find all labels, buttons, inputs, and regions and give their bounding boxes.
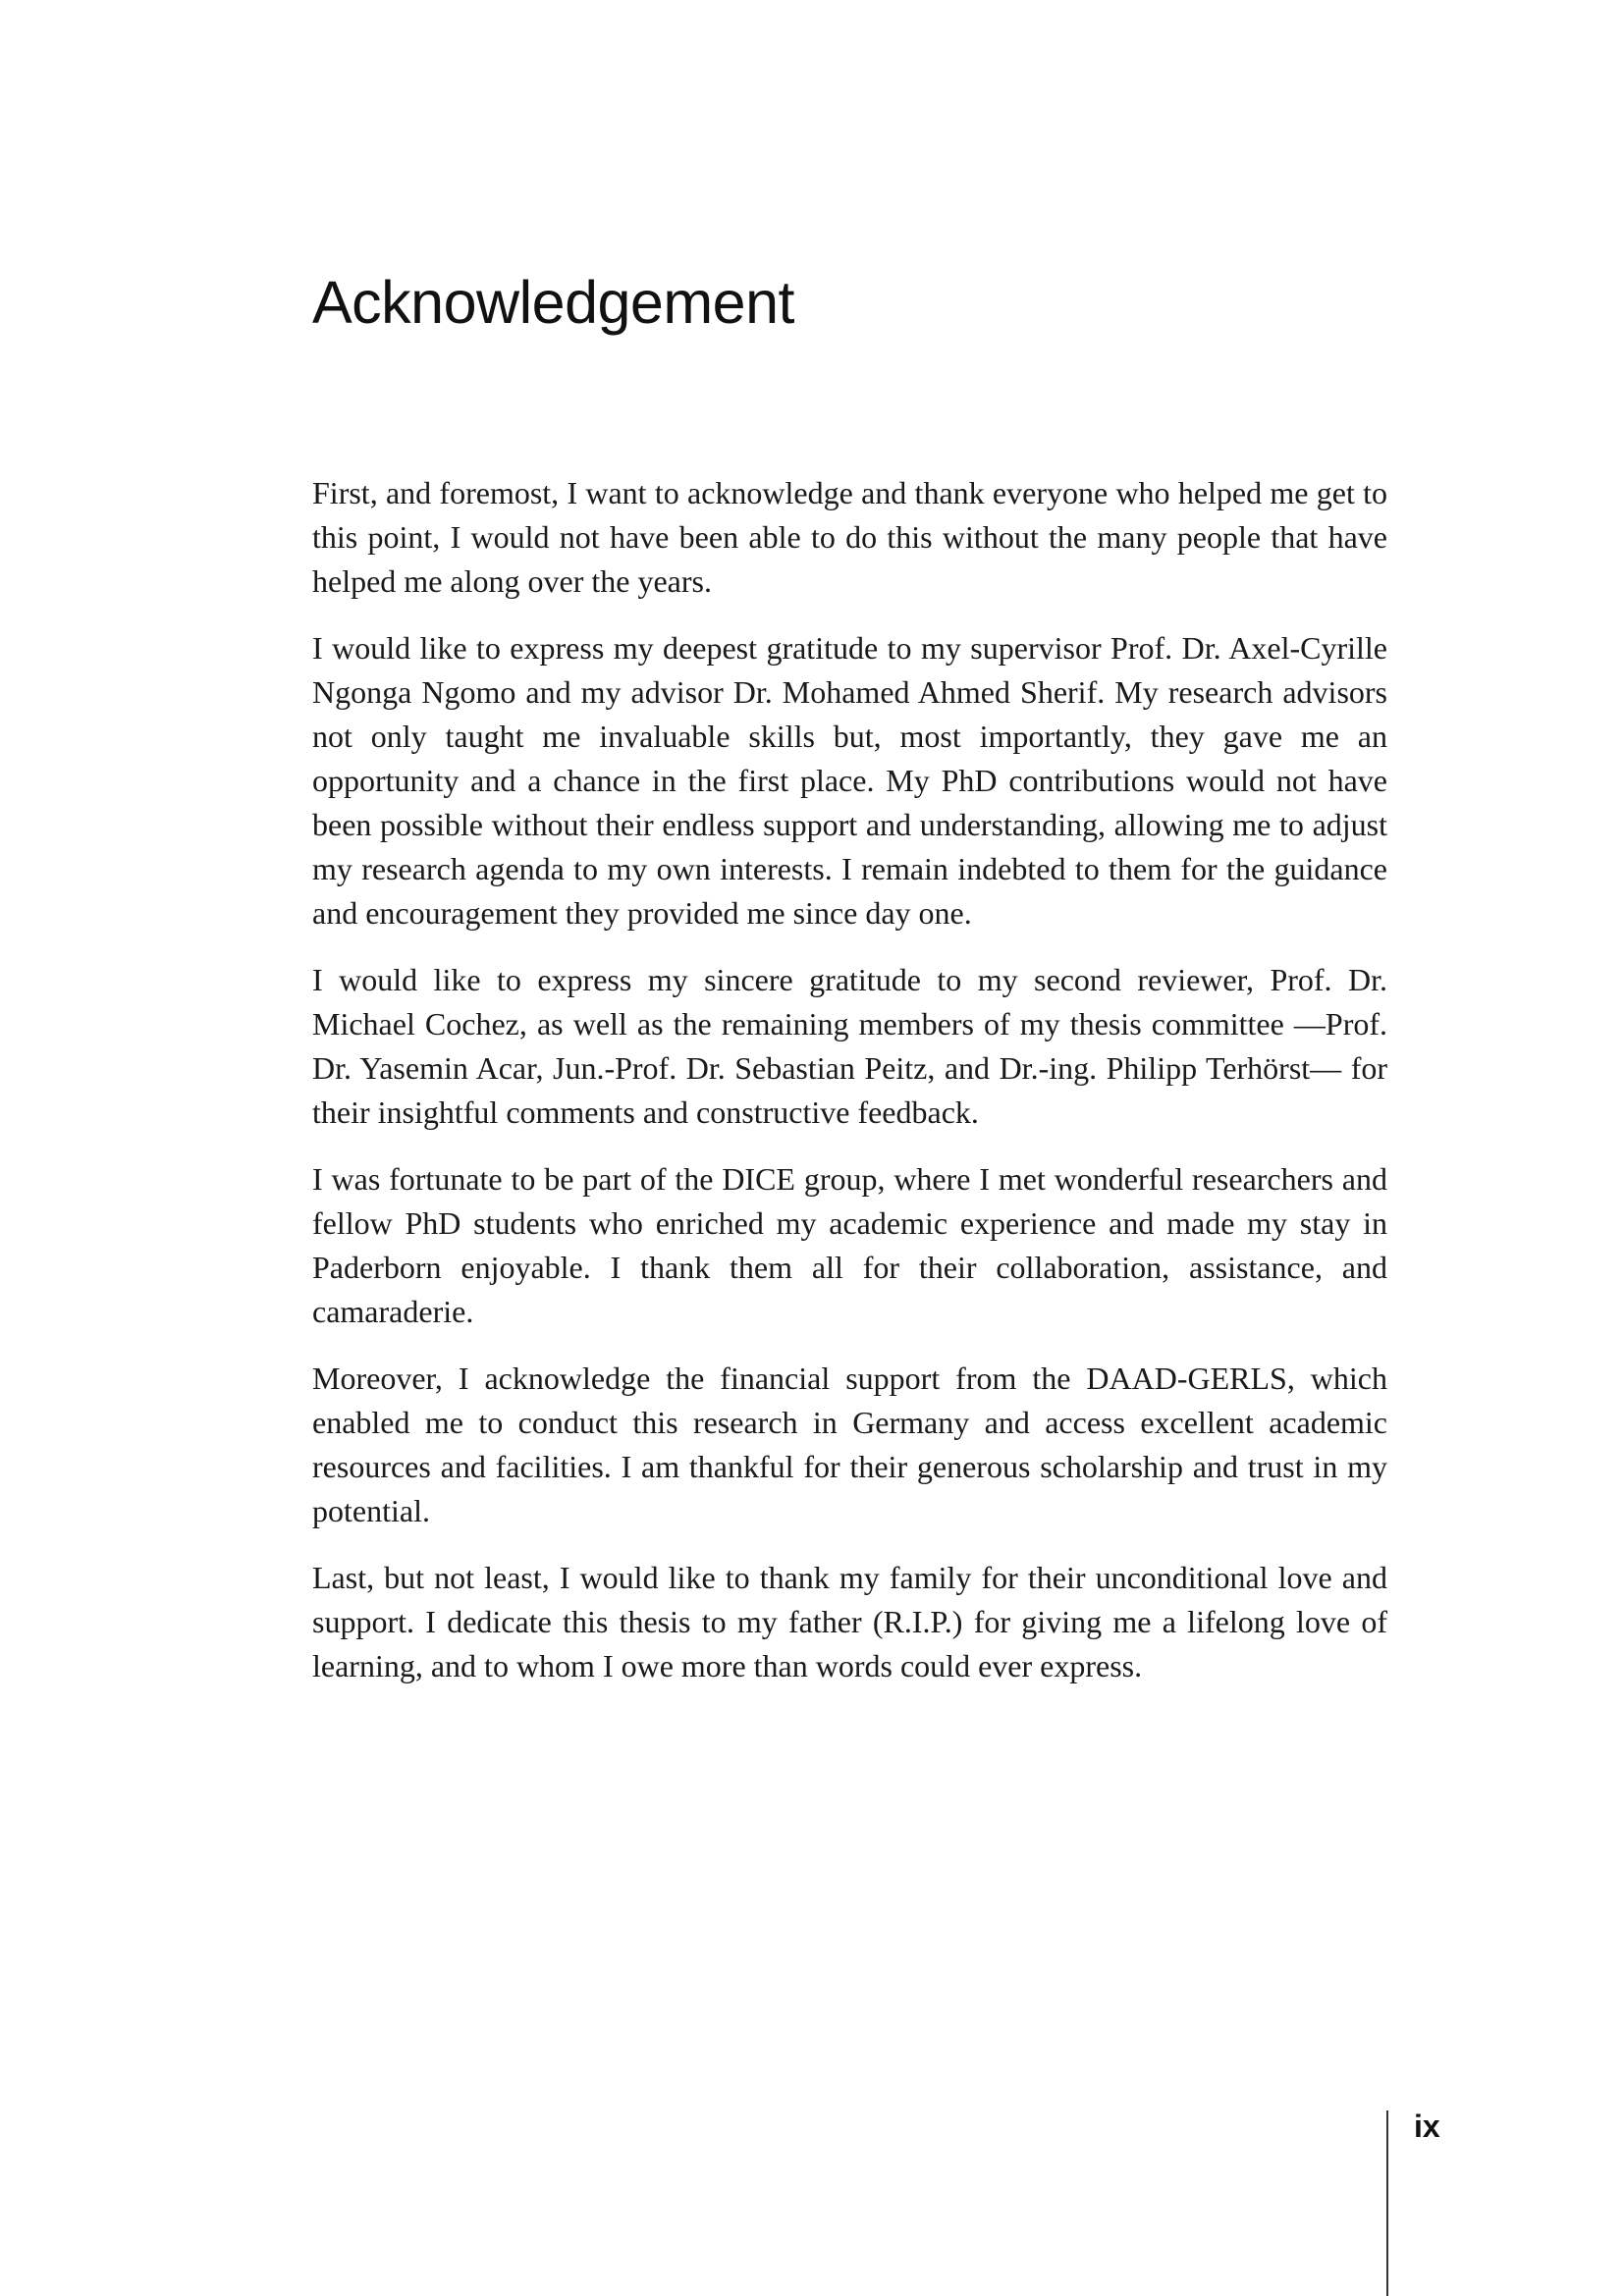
paragraph-committee: I would like to express my sincere gratitude to my second reviewer, Prof. Dr. Michael Cochez, as well as the remaining members of my thesis committee —Prof. Dr. Yasemin Acar, Jun.-Prof. Dr. Sebastian Peitz, and Dr.-ing. Philipp Terhörst— for their insightful comments and constructive feedback. — [312, 962, 1387, 1130]
page-margin-rule — [1386, 2110, 1388, 2296]
paragraph-family: Last, but not least, I would like to thank my family for their unconditional love and support. I dedicate this thesis to my father (R.I.P.) for giving me a lifelong love of learning, and to whom I owe more than words could ever express. — [312, 1560, 1387, 1683]
page-title: Acknowledgement — [312, 269, 794, 336]
paragraph-supervisors: I would like to express my deepest gratitude to my supervisor Prof. Dr. Axel-Cyrille Ngonga Ngomo and my advisor Dr. Mohamed Ahmed Sherif. My research advisors not only taught me invaluable skills but, most importantly, they gave me an opportunity and a chance in the first place. My PhD contributions would not have been possible without their endless support and understanding, allowing me to adjust my research agenda to my own interests. I remain indebted to them for the guidance and encouragement they provided me since day one. — [312, 630, 1387, 931]
acknowledgement-body — [312, 471, 1387, 1711]
paragraph-gratitude-intro: First, and foremost, I want to acknowledge and thank everyone who helped me get to this point, I would not have been able to do this without the many people that have helped me along over the years. — [312, 475, 1387, 599]
paragraph-funding: Moreover, I acknowledge the financial support from the DAAD-GERLS, which enabled me to conduct this research in Germany and access excellent academic resources and facilities. I am thankful for their generous scholarship and trust in my potential. — [312, 1361, 1387, 1528]
page-number: ix — [1414, 2109, 1440, 2144]
paragraph-dice-group: I was fortunate to be part of the DICE group, where I met wonderful researchers and fellow PhD students who enriched my academic experience and made my stay in Paderborn enjoyable. I thank them all for their collaboration, assistance, and camaraderie. — [312, 1161, 1387, 1329]
